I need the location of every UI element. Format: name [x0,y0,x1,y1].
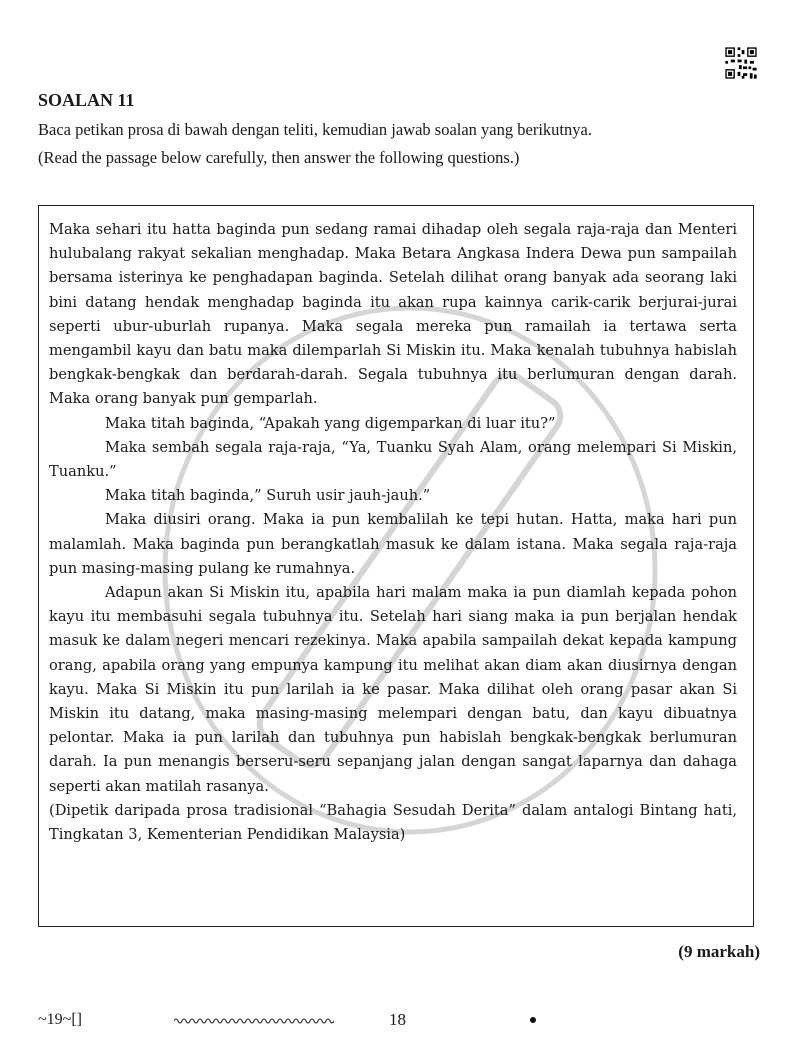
instruction-malay: Baca petikan prosa di bawah dengan teliti, kemudian jawab soalan yang berikutnya. [38,120,592,139]
footer-code: ~19~[] [38,1011,82,1028]
question-title: SOALAN 11 [38,90,135,110]
qr-code-icon [724,46,758,80]
passage-paragraph-3: Maka sembah segala raja-raja, “Ya, Tuanku Syah Alam, orang melempari Si Miskin, Tuanku.” [49,438,737,481]
wavy-line-icon [174,1016,334,1026]
dot-icon [530,1017,536,1023]
passage-paragraph-6: Adapun akan Si Miskin itu, apabila hari malam maka ia pun diamlah kepada pohon kayu itu membasuhi segala tubuhnya itu. Setelah hari siang maka ia pun berjalan hendak masuk ke dalam negeri mencari rezekinya. Maka apabila sampailah dekat kepada kampung orang, apabila orang yang empunya kampung itu melihat akan diam akan diusirnya dengan kayu. Maka Si Miskin itu pun larilah ia ke pasar. Maka dilihat oleh orang pasar akan Si Miskin itu datang, maka masing-masing melempari dengan batu, dan kayu dibuatnya pelontar. Maka ia pun larilah dan tubuhnya pun habislah bengkak-bengkak berlumuran darah. Ia pun menangis berseru-seru sepanjang jalan dengan sangat laparnya dan dahaga seperti akan matilah rasanya. [49,584,737,795]
marks-label: (9 markah) [678,942,760,961]
page-number: 18 [389,1010,406,1029]
instruction-english: (Read the passage below carefully, then answer the following questions.) [38,148,520,167]
passage-box [38,205,754,927]
passage-paragraph-4: Maka titah baginda,” Suruh usir jauh-jauh.” [105,487,431,505]
passage-source: (Dipetik daripada prosa tradisional “Bahagia Sesudah Derita” dalam antalogi Bintang hati, Tingkatan 3, Kementerian Pendidikan Malaysia) [49,801,737,844]
passage-paragraph-1: Maka sehari itu hatta baginda pun sedang ramai dihadap oleh segala raja-raja dan Menteri hulubalang rakyat sekalian menghadap. Maka Betara Angkasa Indera Dewa pun sampailah bersama isterinya ke penghadapan baginda. Setelah dilihat orang banyak ada seorang laki bini datang hendak menghadap baginda itu akan rupa kainnya carik-carik berjurai-jurai seperti ubur-uburlah rupanya. Maka segala mereka pun ramailah ia tertawa serta mengambil kayu dan batu maka dilemparlah Si Miskin itu. Maka kenalah tubuhnya habislah bengkak-bengkak dan berdarah-darah. Segala tubuhnya itu berlumuran dengan darah. Maka orang banyak pun gemparlah. [49,221,737,408]
passage-paragraph-5: Maka diusiri orang. Maka ia pun kembalilah ke tepi hutan. Hatta, maka hari pun malamlah. Maka baginda pun berangkatlah masuk ke dalam istana. Maka segala raja-raja pun masing-masing pulang ke rumahnya. [49,511,737,577]
passage-paragraph-2: Maka titah baginda, “Apakah yang digemparkan di luar itu?” [105,414,556,432]
